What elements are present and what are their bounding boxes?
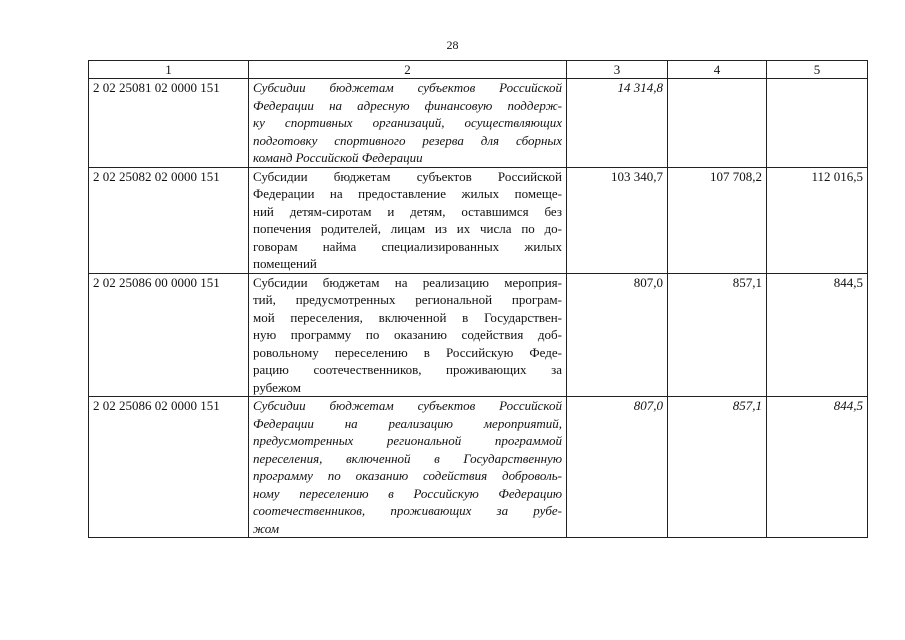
description-line: Субсидии бюджетам субъектов Российской (253, 80, 562, 95)
budget-table (88, 60, 868, 538)
budget-code: 2 02 25082 02 0000 151 (89, 167, 249, 273)
amount-col-5: 112 016,5 (767, 167, 868, 273)
item-description (249, 79, 567, 168)
description-line: Субсидии бюджетам на реализацию мероприя- (253, 274, 562, 290)
item-description (249, 397, 567, 538)
budget-code: 2 02 25086 00 0000 151 (89, 273, 249, 397)
header-col-3: 3 (567, 61, 668, 79)
header-col-4: 4 (668, 61, 767, 79)
amount-col-3: 103 340,7 (567, 167, 668, 273)
description-line: попечения родителей, лицам из их числа по до- (253, 221, 562, 236)
description-line: Федерации на реализацию мероприятий, (253, 415, 562, 431)
description-line: рубежом (253, 379, 302, 395)
item-description (249, 273, 567, 397)
header-row (89, 61, 868, 79)
page-number: 28 (446, 38, 459, 52)
amount-col-4 (668, 79, 767, 168)
amount-col-3: 14 314,8 (567, 79, 668, 168)
description-line: Субсидии бюджетам субъектов Российской (253, 168, 562, 184)
header-col-5: 5 (767, 61, 868, 79)
description-line: жом (253, 520, 280, 536)
amount-col-4: 857,1 (668, 273, 767, 397)
description-line: программу по оказанию содействия доброволь- (253, 468, 562, 483)
table-row (89, 167, 868, 273)
description-line: Субсидии бюджетам субъектов Российской (253, 398, 562, 413)
description-line: ку спортивных организаций, осуществляющих (253, 115, 562, 130)
description-line: Федерации на адресную финансовую поддерж- (253, 97, 562, 113)
description-line: рацию соотечественников, проживающих за (253, 362, 562, 377)
amount-col-3: 807,0 (567, 397, 668, 538)
amount-col-4: 107 708,2 (668, 167, 767, 273)
description-line: ную программу по оказанию содействия доб- (253, 327, 562, 342)
description-line: ровольному переселению в Российскую Феде- (253, 344, 562, 360)
description-line: соотечественников, проживающих за рубе- (253, 503, 562, 518)
header-col-2: 2 (249, 61, 567, 79)
description-line: Федерации на предоставление жилых помеще- (253, 186, 562, 201)
description-line: переселения, включенной в Государственную (253, 450, 562, 466)
description-line: помещений (253, 256, 317, 271)
item-description (249, 167, 567, 273)
description-line: команд Российской Федерации (253, 150, 423, 165)
budget-code: 2 02 25086 02 0000 151 (89, 397, 249, 538)
amount-col-5: 844,5 (767, 273, 868, 397)
table-row (89, 79, 868, 168)
description-line: подготовку спортивного резерва для сборных (253, 132, 562, 148)
table-row (89, 397, 868, 538)
amount-col-5 (767, 79, 868, 168)
description-line: говорам найма специализированных жилых (253, 238, 562, 254)
description-line: предусмотренных региональной программой (253, 433, 562, 448)
description-line: тий, предусмотренных региональной програм- (253, 292, 562, 307)
amount-col-3: 807,0 (567, 273, 668, 397)
budget-code: 2 02 25081 02 0000 151 (89, 79, 249, 168)
table-row (89, 273, 868, 397)
description-line: ному переселению в Российскую Федерацию (253, 485, 562, 501)
amount-col-4: 857,1 (668, 397, 767, 538)
description-line: мой переселения, включенной в Государствен- (253, 309, 562, 325)
amount-col-5: 844,5 (767, 397, 868, 538)
description-line: ний детям-сиротам и детям, оставшимся без (253, 203, 562, 219)
header-col-1: 1 (89, 61, 249, 79)
